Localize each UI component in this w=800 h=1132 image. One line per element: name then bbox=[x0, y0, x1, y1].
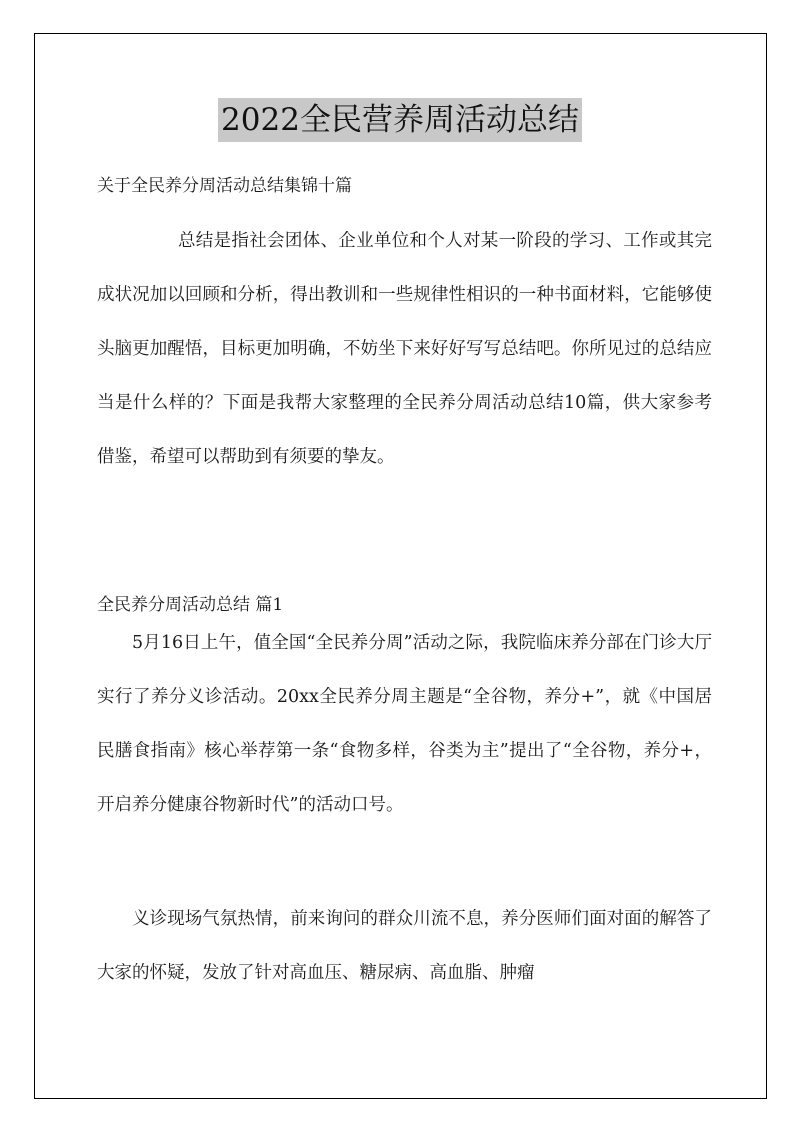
body-paragraph-1: 5月16日上午，值全国“全民养分周”活动之际，我院临床养分部在门诊大厅实行了养分义诊活动。20xx全民养分周主题是“全谷物，养分+”，就《中国居民膳食指南》核心举荐第一条“食物多样，谷类为主”提出了“全谷物，养分+，开启养分健康谷物新时代”的活动口号。 bbox=[97, 633, 712, 815]
section-heading: 全民养分周活动总结 篇1 bbox=[97, 595, 284, 615]
body-paragraph-2: 义诊现场气氛热情，前来询问的群众川流不息，养分医师们面对面的解答了大家的怀疑，发放了针对高血压、糖尿病、高血脂、肿瘤 bbox=[97, 909, 712, 983]
title-container bbox=[0, 98, 800, 142]
intro-paragraph: 总结是指社会团体、企业单位和个人对某一阶段的学习、工作或其完成状况加以回顾和分析，得出教训和一些规律性相识的一种书面材料，它能够使头脑更加醒悟，目标更加明确，不妨坐下来好好写写总结吧。你所见过的总结应当是什么样的？下面是我帮大家整理的全民养分周活动总结10篇，供大家参考借鉴，希望可以帮助到有须要的挚友。 bbox=[97, 231, 712, 467]
document-subtitle: 关于全民养分周活动总结集锦十篇 bbox=[97, 176, 352, 196]
document-title: 2022全民营养周活动总结 bbox=[218, 98, 582, 142]
